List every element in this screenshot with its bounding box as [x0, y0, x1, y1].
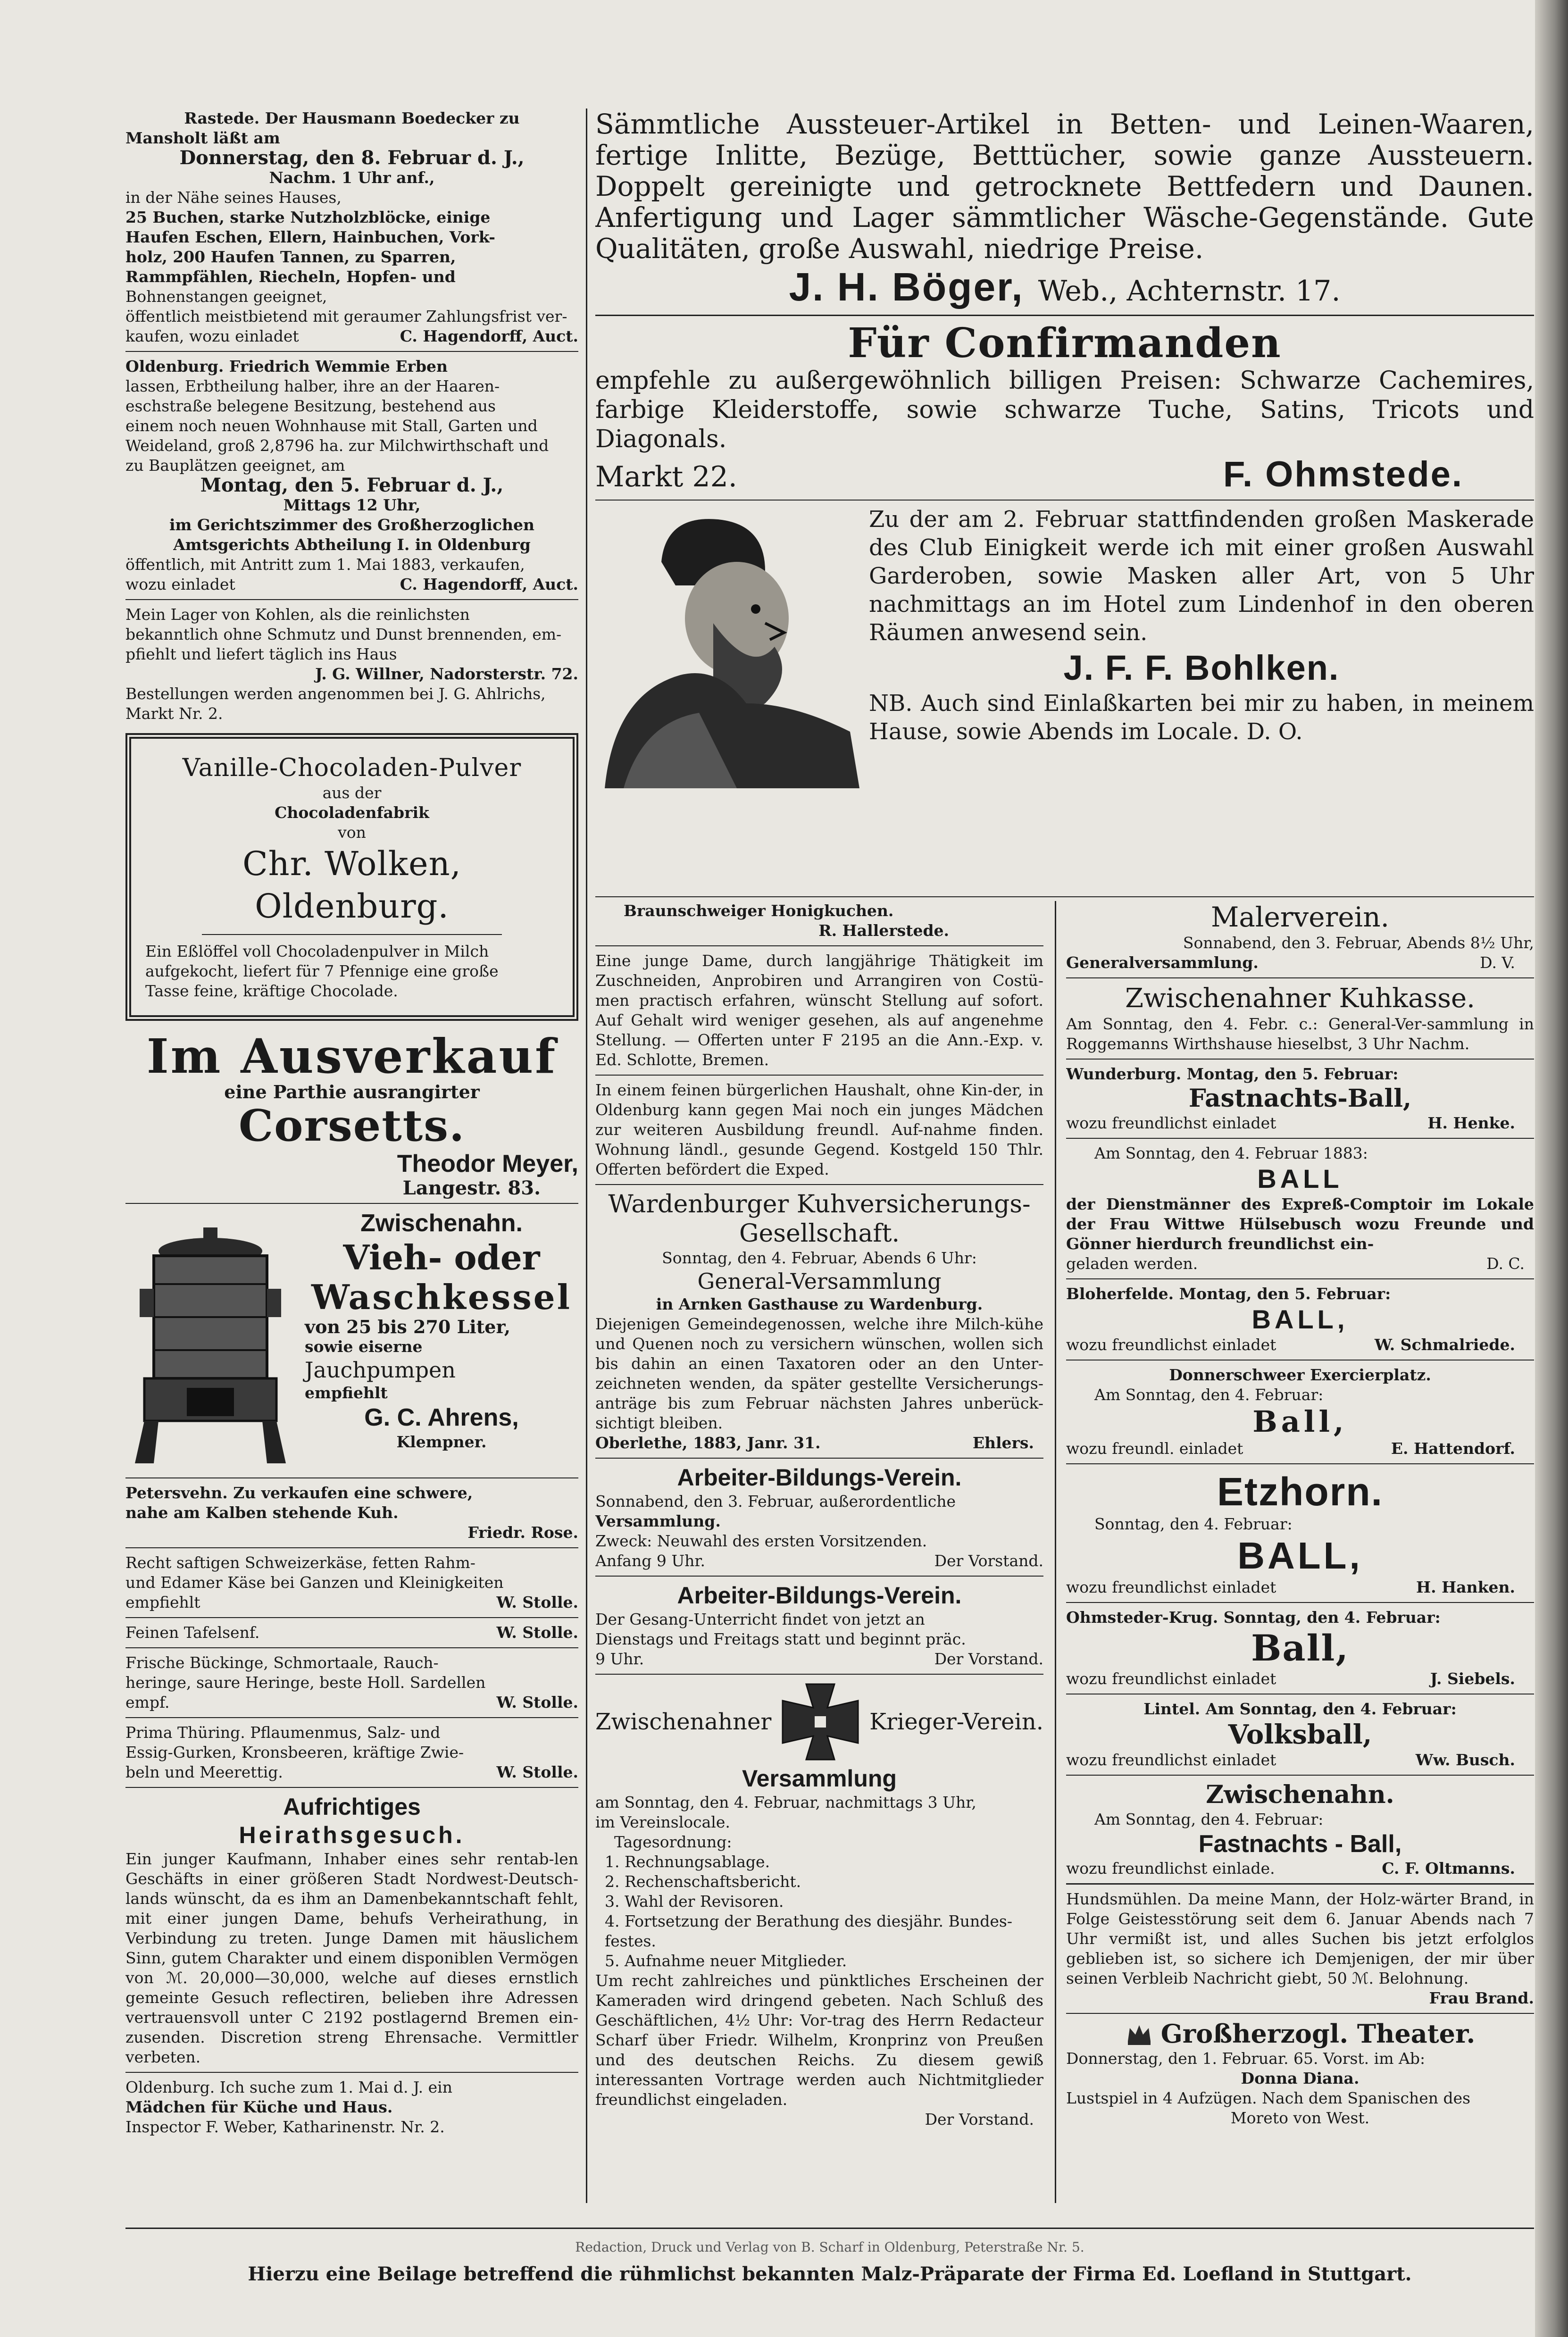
ad-heading: Etzhorn. [1217, 1469, 1383, 1514]
ad-line: Rammpfählen, Riecheln, Hopfen- und [125, 267, 456, 286]
ad-heading: Arbeiter-Bildungs-Verein. [677, 1464, 962, 1491]
ad-heading: Ball, [1252, 1404, 1348, 1439]
ad-line: Recht saftigen Schweizerkäse, fetten Rahm- [125, 1553, 475, 1572]
ad-line: Lintel. Am Sonntag, den 4. Februar: [1143, 1700, 1457, 1718]
sig-left: Generalversammlung. [1066, 953, 1259, 972]
main-top [595, 109, 1534, 901]
ad-pflaumen [125, 1723, 578, 1782]
ad-heading: Aufrichtiges [283, 1794, 421, 1820]
ad-signature [595, 1433, 1043, 1453]
list-item: 1. Rechnungsablage. [605, 1853, 770, 1871]
ad-signature [595, 1551, 1043, 1571]
sig-right: H. Hanken. [1416, 1578, 1515, 1596]
ad-heading: Wardenburger Kuhversicherungs- [608, 1190, 1031, 1219]
ad-body: Um recht zahlreiches und pünktliches Erscheinen der Kameraden wird dringend gebeten. Nach Schluß des Geschäftlichen, 4½ Uhr: Vor-trag des Herrn Redacteur Scharf über Friedr. Wilhelm, Kronprinz von Preußen und des deutschen Reichs. Zu diesem gewiß interessanten Vortrage werden auch Nichtmitglieder freundlichst eingeladen. [595, 1971, 1043, 2109]
divider [595, 315, 1534, 316]
ad-signature [125, 1593, 578, 1612]
sig-right: Ww. Busch. [1415, 1751, 1515, 1769]
ad-signature: Friedr. Rose. [467, 1523, 578, 1542]
ad-signature [1066, 1113, 1534, 1133]
ad-line: in der Nähe seines Hauses, [125, 188, 342, 207]
ad-line: Lustspiel in 4 Aufzügen. Nach dem Spanischen des [1066, 2089, 1471, 2107]
divider [125, 2072, 578, 2073]
ad-line: Rastede. Der Hausmann Boedecker zu [184, 109, 520, 127]
ad-kessel [125, 1209, 578, 1473]
ad-heading: Vieh- oder [343, 1237, 540, 1277]
ad-kohlen [125, 605, 578, 724]
divider [125, 1717, 578, 1718]
divider [595, 500, 1534, 501]
sig-address: Markt 22. [595, 460, 737, 493]
ad-ausverkauf [125, 1030, 578, 1198]
ad-kuh [125, 1483, 578, 1543]
ad-boeger [595, 109, 1534, 310]
sig-right: C. F. Oltmanns. [1382, 1859, 1515, 1878]
sig-right: W. Stolle. [496, 1763, 578, 1781]
ad-line: nahe am Kalben stehende Kuh. [125, 1503, 399, 1522]
ad-line: Mein Lager von Kohlen, als die reinlichsten [125, 605, 470, 624]
ad-line: Braunschweiger Honigkuchen. [624, 901, 894, 920]
sig-left: wozu freundlichst einladet [1066, 1578, 1276, 1596]
ad-wunderburg [1066, 1064, 1534, 1133]
ad-line: Mädchen für Küche und Haus. [125, 2098, 393, 2116]
divider [125, 599, 578, 600]
ad-line: Am Sonntag, den 4. Februar: [1094, 1810, 1324, 1828]
ad-line: Moreto von West. [1230, 2109, 1370, 2127]
ad-line: Inspector F. Weber, Katharinenstr. Nr. 2. [125, 2118, 445, 2136]
ad-line: Bohnenstangen geeignet, [125, 287, 327, 306]
iron-cross-icon [778, 1679, 863, 1764]
sig-left: wozu freundlichst einlade. [1066, 1859, 1275, 1878]
divider [1066, 1059, 1534, 1060]
ad-signature [595, 264, 1534, 310]
column-rule [586, 109, 587, 2203]
ad-line: Sonnabend, den 3. Februar, Abends 8½ Uhr, [1183, 934, 1534, 952]
ad-heading: Zwischenahner [595, 1709, 772, 1735]
ad-heirath [125, 1793, 578, 2067]
ad-rastede [125, 109, 578, 346]
box-line: von [338, 823, 366, 842]
ad-line: in Arnken Gasthause zu Wardenburg. [656, 1295, 983, 1313]
ad-heading: Zwischenahner Kuhkasse. [1125, 983, 1475, 1014]
ad-line: Bestellungen werden angenommen bei J. G. Ahlrichs, [125, 684, 546, 703]
ad-line: Sonnabend, den 3. Februar, außerordentliche [595, 1492, 956, 1511]
divider [595, 945, 1043, 946]
ad-line: Oldenburg. Ich suche zum 1. Mai d. J. ein [125, 2078, 452, 2096]
ad-heading: Volksball, [1228, 1719, 1372, 1750]
ad-place: Zwischenahn. [360, 1210, 523, 1237]
ad-body: Hundsmühlen. Da meine Mann, der Holz-wärter Brand, in Folge Geistesstörung seit dem 6. Januar Abends nach 7 Uhr vermißt ist, und alles Suchen bis jetzt erfolglos geblieben ist, so sichere ich Demjenigen, der mir über seinen Verbleib Nachricht giebt, 50 ℳ. Belohnung. [1066, 1890, 1534, 1987]
ad-heading: Großherzogl. Theater. [1160, 2019, 1476, 2049]
ad-ohmsteder [1066, 1608, 1534, 1689]
ad-line: bekanntlich ohne Schmutz und Dunst brennenden, em- [125, 625, 562, 643]
sig-right: C. Hagendorff, Auct. [400, 327, 578, 345]
ad-signature [1066, 1335, 1534, 1355]
divider [595, 1458, 1043, 1459]
ad-line: und Edamer Käse bei Ganzen und Kleinigkeiten [125, 1573, 504, 1592]
ad-line: General-Versammlung [697, 1269, 942, 1294]
ad-signature: Der Vorstand. [925, 2110, 1034, 2128]
list-item: 3. Wahl der Revisoren. [605, 1892, 784, 1911]
ad-line: eine Parthie ausrangirter [224, 1081, 480, 1102]
ad-signature [1066, 1669, 1534, 1689]
ad-name: Theodor Meyer, [397, 1150, 578, 1177]
divider [125, 1787, 578, 1788]
ad-name: G. C. Ahrens, [364, 1404, 519, 1431]
ad-line: eschstraße belegene Besitzung, bestehend aus [125, 397, 496, 415]
ad-signature [595, 1649, 1043, 1669]
divider [125, 1477, 578, 1478]
ad-zwischenahn [1066, 1780, 1534, 1878]
ad-heading: Arbeiter-Bildungs-Verein. [677, 1582, 962, 1609]
divider [125, 1547, 578, 1548]
ad-express [1066, 1143, 1534, 1274]
ad-heading: Versammlung [742, 1765, 897, 1792]
ad-trade: Klempner. [396, 1433, 487, 1451]
ad-note: NB. Auch sind Einlaßkarten bei mir zu haben, in meinem Hause, sowie Abends im Locale. D. O. [869, 690, 1534, 745]
divider [595, 1674, 1043, 1675]
ad-confirmanden [595, 321, 1534, 495]
supplement-note: Hierzu eine Beilage betreffend die rühmlichst bekannten Malz-Präparate der Firma Ed. Loefland in Stuttgart. [248, 2263, 1412, 2285]
ad-maler [1066, 901, 1534, 973]
divider [595, 1576, 1043, 1577]
ad-signature [1066, 1577, 1534, 1597]
ad-line: Am Sonntag, den 4. Februar 1883: [1094, 1144, 1368, 1162]
ad-heading: Heirathsgesuch. [239, 1822, 465, 1848]
box-brand: Chr. Wolken, Oldenburg. [242, 844, 461, 926]
sig-left: Oberlethe, 1883, Janr. 31. [595, 1434, 821, 1452]
ad-line: Haufen Eschen, Ellern, Hainbuchen, Vork- [125, 228, 495, 246]
right-column [1066, 901, 1534, 2203]
box-line: aus der [322, 784, 382, 802]
ad-heading: BALL, [1237, 1535, 1363, 1577]
ad-line: Zweck: Neuwahl des ersten Vorsitzenden. [595, 1532, 927, 1550]
sig-left: wozu freundl. einladet [1066, 1439, 1243, 1458]
ad-heading: Waschkessel [311, 1277, 572, 1317]
ad-krieger [595, 1679, 1043, 2129]
sig-address: Web., Achternstr. 17. [1038, 275, 1341, 308]
ad-body: empfehle zu außergewöhnlich billigen Preisen: Schwarze Cachemires, farbige Kleiderstoffe, sowie schwarze Tuche, Satins, Tricots und Diagonals. [595, 367, 1534, 453]
ad-line: Donna Diana. [1241, 2069, 1359, 2087]
left-column [125, 109, 578, 2203]
ad-line: Tagesordnung: [614, 1833, 732, 1851]
divider [1066, 1602, 1534, 1603]
ad-signature: R. Hallerstede. [818, 921, 949, 940]
middle-column [595, 901, 1043, 2203]
ad-line: öffentlich meistbietend mit geraumer Zahlungsfrist ver- [125, 307, 567, 326]
ad-line: Mansholt läßt am [125, 129, 280, 147]
ad-address: Langestr. 83. [402, 1177, 541, 1199]
ad-line: Am Sonntag, den 4. Februar: [1094, 1386, 1324, 1404]
sig-left: kaufen, wozu einladet [125, 327, 299, 345]
sig-right: W. Stolle. [496, 1593, 578, 1611]
ad-wardenburg [595, 1190, 1043, 1453]
ausverkauf-heading: Im Ausverkauf [146, 1028, 558, 1084]
ad-line: Donnerschweer Exercierplatz. [1169, 1366, 1431, 1384]
sig-right: W. Stolle. [496, 1693, 578, 1711]
ad-wemmie [125, 357, 578, 594]
ad-body: Diejenigen Gemeindegenossen, welche ihre Milch-kühe und Quenen noch zu versichern wünschen, wollen sich bis dahin an einen Taxatoren oder an den Unter-zeichneten wenden, da später gestellte Versicherungs-anträge bis zum Februar nächsten Jahres unberück-sichtigt bleiben. [595, 1315, 1043, 1432]
ad-line: Frische Bückinge, Schmortaale, Rauch- [125, 1653, 439, 1672]
ad-body: Sämmtliche Aussteuer-Artikel in Betten- und Leinen-Waaren, fertige Inlitte, Bezüge, Betttücher, sowie ganze Aussteuern. Doppelt gereinigte und getrocknete Bettfedern und Daunen. Anfertigung und Lager sämmtlicher Wäsche-Gegenstände. Gute Qualitäten, große Auswahl, niedrige Preise. [595, 109, 1534, 265]
ad-line: Essig-Gurken, Kronsbeeren, kräftige Zwie- [125, 1743, 464, 1761]
ad-signature [595, 454, 1534, 495]
sig-name: F. Ohmstede. [1223, 454, 1463, 494]
ad-abv-1 [595, 1463, 1043, 1571]
sig-left: empf. [125, 1693, 170, 1711]
sig-right: Der Vorstand. [934, 1552, 1043, 1570]
krieger-header [595, 1679, 1043, 1764]
ad-signature [125, 575, 578, 594]
ad-senf [125, 1623, 578, 1643]
ad-line: 25 Buchen, starke Nutzholzblöcke, einige [125, 208, 491, 226]
ad-line: Dienstags und Freitags statt und beginnt präc. [595, 1630, 966, 1648]
ad-line: Petersvehn. Zu verkaufen eine schwere, [125, 1484, 473, 1502]
sig-left: empfiehlt [125, 1593, 200, 1611]
ad-signature [1066, 1859, 1534, 1878]
box-line: Chocoladenfabrik [275, 803, 429, 822]
ad-dame: Eine junge Dame, durch langjährige Thätigkeit im Zuschneiden, Anprobiren und Arrangiren von Costü-men practisch erfahren, wünscht Stellung auf sofort. Auf Gehalt wird weniger gesehen, als auf angenehme Stellung. — Offerten unter F 2195 an die Ann.-Exp. v. Ed. Schlotte, Bremen. [595, 951, 1043, 1069]
sig-left: wozu freundlichst einladet [1066, 1669, 1276, 1688]
box-heading: Vanille-Chocoladen-Pulver [182, 754, 522, 782]
sig-right: C. Hagendorff, Auct. [400, 575, 578, 593]
ad-line: sowie eiserne [305, 1337, 423, 1356]
box-body: Tasse feine, kräftige Chocolade. [145, 982, 398, 1000]
ad-body: der Dienstmänner des Expreß-Comptoir im Lokale der Frau Wittwe Hülsebusch wozu Freunde und Gönner hierdurch freundlichst ein- [1066, 1195, 1534, 1253]
imprint: Redaction, Druck und Verlag von B. Scharf in Oldenburg, Peterstraße Nr. 5. [575, 2239, 1084, 2255]
ad-bohlken [595, 505, 1534, 788]
box-body: Ein Eßlöffel voll Chocoladenpulver in Milch [145, 942, 489, 960]
ad-heading: Zwischenahn. [1206, 1780, 1394, 1809]
sig-right: D. C. [1486, 1254, 1525, 1273]
ad-heading: Für Confirmanden [848, 319, 1282, 367]
ad-line: von 25 bis 270 Liter, [305, 1316, 510, 1337]
ad-line: Oldenburg. Friedrich Wemmie Erben [125, 357, 448, 376]
portrait-illustration [595, 505, 859, 788]
sig-left: Feinen Tafelsenf. [125, 1623, 260, 1642]
ad-line: Wunderburg. Montag, den 5. Februar: [1066, 1065, 1399, 1083]
sig-left: Anfang 9 Uhr. [595, 1552, 706, 1570]
ad-line: heringe, saure Heringe, beste Holl. Sardellen [125, 1673, 486, 1692]
divider [1066, 1138, 1534, 1139]
ad-line: Montag, den 5. Februar d. J., [200, 474, 504, 496]
ad-signature [1066, 1439, 1534, 1459]
ad-donnerschwee [1066, 1365, 1534, 1459]
chocolate-box-ad [125, 733, 578, 1021]
sig-left: beln und Meerettig. [125, 1763, 283, 1781]
ad-heading: Ball, [1251, 1627, 1349, 1669]
divider [125, 351, 578, 352]
page-footer [125, 2239, 1534, 2286]
divider [1066, 2013, 1534, 2014]
ad-line: öffentlich, mit Antritt zum 1. Mai 1883, verkaufen, [125, 555, 525, 574]
ad-body: Am Sonntag, den 4. Febr. c.: General-Ver-sammlung in Roggemanns Wirthshause hieselbst, 3 Uhr Nachm. [1066, 1015, 1534, 1053]
ad-abv-2 [595, 1581, 1043, 1669]
ad-weber [125, 2078, 578, 2137]
sig-left: wozu einladet [125, 575, 235, 593]
ad-signature [1066, 953, 1534, 973]
divider [125, 2228, 1534, 2229]
list-item: 5. Aufnahme neuer Mitglieder. [605, 1952, 847, 1970]
column-rule [1055, 901, 1056, 2203]
sig-right: W. Schmalriede. [1374, 1335, 1515, 1354]
ad-heading: Fastnachts - Ball, [1198, 1830, 1402, 1858]
sig-left: geladen werden. [1066, 1254, 1198, 1273]
ad-line: Sonntag, den 4. Februar: [1094, 1515, 1293, 1533]
theater-header [1066, 2019, 1534, 2049]
divider [1066, 1463, 1534, 1464]
ad-line: Donnerstag, den 1. Februar. 65. Vorst. im Ab: [1066, 2049, 1426, 2068]
ad-line: lassen, Erbtheilung halber, ihre an der Haaren- [125, 377, 500, 395]
ad-signature: J. G. Willner, Nadorsterstr. 72. [315, 665, 578, 683]
sig-right: E. Hattendorf. [1391, 1439, 1515, 1458]
sig-left: 9 Uhr. [595, 1650, 644, 1668]
sig-name: J. F. F. Bohlken. [1063, 648, 1340, 687]
box-body: aufgekocht, liefert für 7 Pfennige eine große [145, 962, 499, 980]
ad-signature [125, 326, 578, 346]
ad-line: Jauchpumpen [305, 1357, 456, 1383]
ad-line: Amtsgerichts Abtheilung I. in Oldenburg [173, 535, 531, 554]
ad-line: Donnerstag, den 8. Februar d. J., [179, 147, 525, 169]
divider [202, 934, 502, 935]
divider [1066, 1883, 1534, 1885]
ad-heading: Gesellschaft. [739, 1219, 900, 1248]
sig-right: W. Stolle. [496, 1623, 578, 1642]
crown-icon [1125, 2020, 1153, 2048]
divider [595, 896, 1534, 897]
ausverkauf-item: Corsetts. [238, 1100, 466, 1151]
ad-lintel [1066, 1699, 1534, 1770]
ad-line: Markt Nr. 2. [125, 704, 223, 723]
ad-line: Sonntag, den 4. Februar, Abends 6 Uhr: [662, 1249, 977, 1267]
ad-line: holz, 200 Haufen Tannen, zu Sparren, [125, 248, 456, 266]
ad-line: Der Gesang-Unterricht findet von jetzt an [595, 1610, 925, 1628]
ad-heading: BALL [1257, 1164, 1343, 1194]
ad-signature: Frau Brand. [1429, 1989, 1534, 2007]
divider [1066, 1775, 1534, 1776]
ad-line: zu Bauplätzen geeignet, am [125, 456, 345, 475]
ad-line: einem noch neuen Wohnhause mit Stall, Garten und [125, 417, 538, 435]
ad-bloherfelde [1066, 1284, 1534, 1355]
ad-line: empfiehlt [305, 1384, 388, 1402]
ad-buecking [125, 1653, 578, 1712]
ad-line: im Vereinslocale. [595, 1813, 730, 1831]
ad-signature [125, 1693, 578, 1712]
ad-signature [125, 1762, 578, 1782]
sig-right: Der Vorstand. [934, 1650, 1043, 1668]
ad-heading: Fastnachts-Ball, [1188, 1084, 1412, 1113]
sig-right: D. V. [1480, 953, 1515, 972]
ad-heading: Krieger-Verein. [869, 1709, 1043, 1735]
divider [1066, 1278, 1534, 1279]
ad-line: Ohmsteder-Krug. Sonntag, den 4. Februar: [1066, 1608, 1441, 1627]
ad-line: im Gerichtszimmer des Großherzoglichen [169, 516, 535, 534]
ad-line: Bloherfelde. Montag, den 5. Februar: [1066, 1285, 1391, 1303]
ad-line: Versammlung. [595, 1512, 721, 1530]
ad-line: Prima Thüring. Pflaumenmus, Salz- und [125, 1723, 441, 1742]
sig-left: wozu freundlichst einladet [1066, 1114, 1276, 1132]
sig-right: H. Henke. [1427, 1114, 1515, 1132]
ad-line: Nachm. 1 Uhr anf., [269, 168, 435, 187]
sig-right: J. Siebels. [1430, 1669, 1515, 1688]
ad-body: Zu der am 2. Februar stattfindenden großen Maskerade des Club Einigkeit werde ich mit einer großen Auswahl Garderoben, sowie Masken aller Art, von 5 Uhr nachmittags an im Hotel zum Lindenhof in den oberen Räumen anwesend sein. [869, 506, 1534, 646]
ad-heading: BALL, [1251, 1304, 1349, 1334]
list-item: 2. Rechenschaftsbericht. [605, 1872, 801, 1891]
divider [125, 1617, 578, 1618]
ad-etzhorn [1066, 1469, 1534, 1597]
list-item: 4. Fortsetzung der Berathung des diesjähr. Bundes-festes. [605, 1912, 1012, 1950]
ad-body: Ein junger Kaufmann, Inhaber eines sehr rentab-len Geschäfts in einer größeren Stadt Nordwest-Deutsch-lands wünscht, da es ihm an Damenbekanntschaft fehlt, mit einer jungen Dame, behufs Verheirathung, in Verbindung zu treten. Junge Damen mit häuslichem Sinn, gutem Charakter und einem disponiblen Vermögen von ℳ. 20,000—30,000, welche auf dieses ernstlich gemeinte Gesuch reflectiren, belieben ihre Adressen vertrauensvoll unter C 2192 postlagernd Bremen ein-zusenden. Discretion streng Ehrensache. Vermittler verbeten. [125, 1850, 578, 2066]
ad-signature [1066, 1750, 1534, 1770]
divider [1066, 977, 1534, 978]
page-binding [1535, 0, 1568, 2337]
ad-theater [1066, 2019, 1534, 2128]
divider [595, 1075, 1043, 1076]
ad-heading: Malerverein. [1210, 901, 1390, 933]
divider [125, 1203, 578, 1204]
divider [125, 1647, 578, 1648]
divider [595, 1184, 1043, 1185]
sig-name: J. H. Böger, [789, 265, 1024, 309]
ad-kaese [125, 1553, 578, 1612]
ad-honig [595, 901, 1043, 941]
sig-left: wozu freundlichst einladet [1066, 1751, 1276, 1769]
ad-kuhkasse [1066, 983, 1534, 1054]
ad-line: Mittags 12 Uhr, [283, 496, 421, 514]
kettle-illustration [125, 1209, 295, 1473]
ad-signature [1066, 1254, 1534, 1274]
sig-left: wozu freundlichst einladet [1066, 1335, 1276, 1354]
ad-line: Weideland, groß 2,8796 ha. zur Milchwirthschaft und [125, 436, 549, 455]
sig-right: Ehlers. [972, 1434, 1034, 1452]
ad-line: am Sonntag, den 4. Februar, nachmittags 3 Uhr, [595, 1793, 976, 1811]
ad-maedchen: In einem feinen bürgerlichen Haushalt, ohne Kin-der, in Oldenburg kann gegen Mai noch ein junges Mädchen zur weiteren Ausbildung freundl. Auf-nahme finden. Wohnung ländl., gesunde Gegend. Kostgeld 150 Thlr. Offerten befördert die Exped. [595, 1081, 1043, 1178]
ad-line: pfiehlt und liefert täglich ins Haus [125, 645, 397, 663]
ad-hundsmuehlen [1066, 1889, 1534, 2008]
